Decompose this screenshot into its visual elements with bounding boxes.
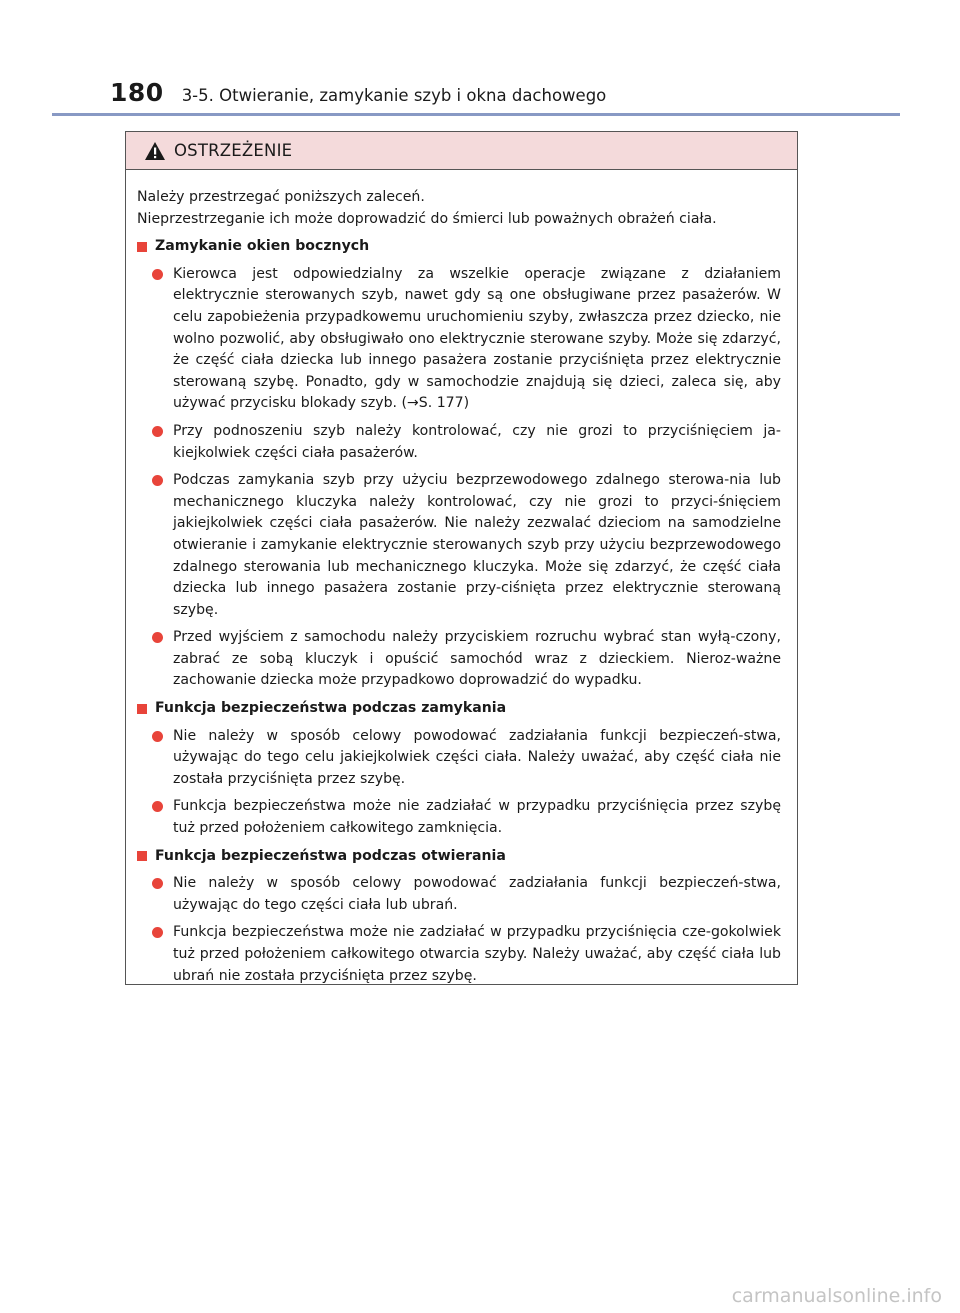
circle-bullet-icon [152,475,163,486]
warning-box [125,131,798,985]
section-heading-text: Zamykanie okien bocznych [155,238,370,255]
list-item [137,922,781,987]
section-heading-text: Funkcja bezpieczeństwa podczas otwierania [155,847,506,864]
list-item-text: Funkcja bezpieczeństwa może nie zadziałać w przypadku przyciśnięcia przez szybę tuż przed położeniem całkowitego zamknięcia. [173,798,781,837]
warning-intro [137,187,781,230]
section-title: 3-5. Otwieranie, zamykanie szyb i okna dachowego [181,86,607,105]
circle-bullet-icon [152,632,163,643]
circle-bullet-icon [152,731,163,742]
list-item [137,796,781,839]
circle-bullet-icon [152,878,163,889]
section-heading-text: Funkcja bezpieczeństwa podczas zamykania [155,700,507,717]
circle-bullet-icon [152,801,163,812]
square-bullet-icon [137,851,147,861]
watermark: carmanualsonline.info [731,1285,942,1307]
list-item-text: Przy podnoszeniu szyb należy kontrolować, czy nie grozi to przyciśnięciem ja-kiejkolwiek części ciała pasażerów. [173,422,781,461]
circle-bullet-icon [152,426,163,437]
list-item [137,873,781,916]
list-item [137,421,781,464]
circle-bullet-icon [152,269,163,280]
list-item [137,726,781,791]
list-item-text: Podczas zamykania szyb przy użyciu bezprzewodowego zdalnego sterowa-nia lub mechanicznego kluczyka należy kontrolować, czy nie grozi to przyci-śnięciem jakiejkolwiek części ciała pasażerów. Nie należy zezwalać dzieciom na samodzielne otwieranie i zamykanie elektrycznie sterowanych szyb przy użyciu bezprzewodowego zdalnego sterowania lub mechanicznego kluczyka. Może się zdarzyć, że część ciała dziecka lub innego pasażera zostanie przy-ciśnięta przez elektrycznie sterowaną szybę. [173,472,781,618]
square-bullet-icon [137,242,147,252]
list-item-text: Nie należy w sposób celowy powodować zadziałania funkcji bezpieczeń-stwa, używając do tego części ciała lub ubrań. [173,875,781,913]
section-heading [137,846,781,868]
warning-content [126,170,797,987]
page-number: 180 [110,78,164,107]
circle-bullet-icon [152,927,163,938]
warning-triangle-icon [144,141,166,161]
intro-line: Nieprzestrzeganie ich może doprowadzić do śmierci lub poważnych obrażeń ciała. [137,210,717,227]
warning-header [126,132,797,170]
list-item [137,470,781,621]
intro-line: Należy przestrzegać poniższych zaleceń. [137,189,425,205]
page-header [110,78,606,107]
section-heading [137,698,781,720]
header-rule [52,113,900,116]
list-item [137,264,781,415]
square-bullet-icon [137,704,147,714]
list-item-text: Nie należy w sposób celowy powodować zadziałania funkcji bezpieczeń-stwa, używając do tego celu jakiejkolwiek części ciała. Należy uważać, aby część ciała nie została przyciśnięta przez szybę. [173,727,781,787]
section-heading [137,236,781,258]
warning-sections [137,236,781,987]
list-item-text: Funkcja bezpieczeństwa może nie zadziałać w przypadku przyciśnięcia cze-gokolwiek tuż przed położeniem całkowitego otwarcia szyby. Należy uważać, aby część ciała lub ubrań nie została przyciśnięta przez szybę. [173,924,781,984]
list-item-text: Kierowca jest odpowiedzialny za wszelkie operacje związane z działaniem elektrycznie sterowanych szyb, nawet gdy są one obsługiwane przez pasażerów. W celu zapobieżenia przypadkowemu uruchomieniu szyby, zwłaszcza przez dziecko, nie wolno pozwolić, aby obsługiwało ono elektrycznie sterowane szyby. Może się zdarzyć, że część ciała dziecka lub innego pasażera zostanie przyciśnięta przez elektrycznie sterowaną szybę. Ponadto, gdy w samochodzie znajdują się dzieci, zaleca się, aby używać przycisku blokady szyb. (→S. 177) [173,265,781,412]
list-item-text: Przed wyjściem z samochodu należy przyciskiem rozruchu wybrać stan wyłą-czony, zabrać ze sobą kluczyk i opuścić samochód wraz z dzieckiem. Nieroz-ważne zachowanie dziecka może przypadkowo doprowadzić do wypadku. [173,629,781,689]
warning-title: OSTRZEŻENIE [174,141,293,160]
list-item [137,627,781,692]
